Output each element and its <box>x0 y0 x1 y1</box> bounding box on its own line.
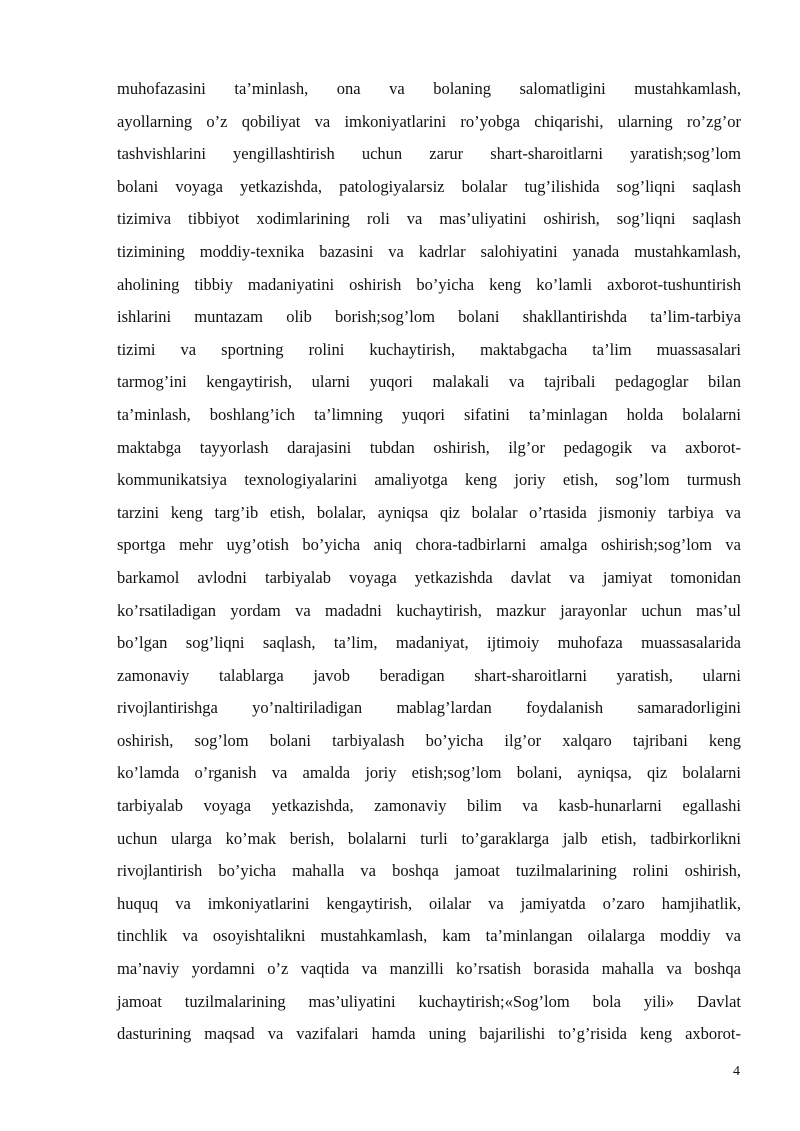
text-line: bo’lgan sog’liqni saqlash, ta’lim, madaniyat, ijtimoiy muhofaza muassasalarida <box>117 633 741 653</box>
page-number: 4 <box>733 1064 740 1079</box>
text-line: tinchlik va osoyishtalikni mustahkamlash, kam ta’minlangan oilalarga moddiy va <box>117 926 741 946</box>
text-line: tashvishlarini yengillashtirish uchun zarur shart-sharoitlarni yaratish;sog’lom <box>117 144 741 164</box>
text-line: muhofazasini ta’minlash, ona va bolaning salomatligini mustahkamlash, <box>117 79 741 98</box>
text-line: jamoat tuzilmalarining mas’uliyatini kuchaytirish;«Sog’lom bola yili» Davlat <box>117 991 741 1011</box>
text-line: oshirish, sog’lom bolani tarbiyalash bo’yicha ilg’or xalqaro tajribani keng <box>117 730 741 750</box>
text-line: sportga mehr uyg’otish bo’yicha aniq chora-tadbirlarni amalga oshirish;sog’lom va <box>117 535 741 555</box>
text-line: tizimining moddiy-texnika bazasini va kadrlar salohiyatini yanada mustahkamlash, <box>117 241 741 261</box>
text-line: barkamol avlodni tarbiyalab voyaga yetkazishda davlat va jamiyat tomonidan <box>117 567 741 587</box>
text-line: dasturining maqsad va vazifalari hamda uning bajarilishi to’g’risida keng axborot- <box>117 1024 741 1044</box>
text-line: tizimiva tibbiyot xodimlarining roli va mas’uliyatini oshirish, sog’liqni saqlash <box>117 209 741 229</box>
text-line: zamonaviy talablarga javob beradigan shart-sharoitlarni yaratish, ularni <box>117 665 741 685</box>
text-line: kommunikatsiya texnologiyalarini amaliyotga keng joriy etish, sog’lom turmush <box>117 470 741 490</box>
text-line: rivojlantirishga yo’naltiriladigan mablag’lardan foydalanish samaradorligini <box>117 698 741 718</box>
text-line: tarzini keng targ’ib etish, bolalar, ayniqsa qiz bolalar o’rtasida jismoniy tarbiya va <box>117 502 741 522</box>
text-line: huquq va imkoniyatlarini kengaytirish, oilalar va jamiyatda o’zaro hamjihatlik, <box>117 893 741 913</box>
text-line: ayollarning o’z qobiliyat va imkoniyatlarini ro’yobga chiqarishi, ularning ro’zg’or <box>117 111 741 131</box>
text-line: rivojlantirish bo’yicha mahalla va boshqa jamoat tuzilmalarining rolini oshirish, <box>117 861 741 881</box>
text-line: tarmog’ini kengaytirish, ularni yuqori malakali va tajribali pedagoglar bilan <box>117 372 741 392</box>
text-line: ko’lamda o’rganish va amalda joriy etish;sog’lom bolani, ayniqsa, qiz bolalarni <box>117 763 741 783</box>
body-paragraph <box>117 73 741 1051</box>
text-line: aholining tibbiy madaniyatini oshirish bo’yicha keng ko’lamli axborot-tushuntirish <box>117 274 741 294</box>
text-line: uchun ularga ko’mak berish, bolalarni turli to’garaklarga jalb etish, tadbirkorlikni <box>117 828 741 848</box>
text-line: ko’rsatiladigan yordam va madadni kuchaytirish, mazkur jarayonlar uchun mas’ul <box>117 600 741 620</box>
text-line: bolani voyaga yetkazishda, patologiyalarsiz bolalar tug’ilishida sog’liqni saqlash <box>117 176 741 196</box>
text-line: tarbiyalab voyaga yetkazishda, zamonaviy bilim va kasb-hunarlarni egallashi <box>117 796 741 816</box>
text-line: maktabga tayyorlash darajasini tubdan oshirish, ilg’or pedagogik va axborot- <box>117 437 741 457</box>
text-line: tizimi va sportning rolini kuchaytirish, maktabgacha ta’lim muassasalari <box>117 339 741 359</box>
text-line: ma’naviy yordamni o’z vaqtida va manzilli ko’rsatish borasida mahalla va boshqa <box>117 959 741 979</box>
text-line: ta’minlash, boshlang’ich ta’limning yuqori sifatini ta’minlagan holda bolalarni <box>117 404 741 424</box>
text-line: ishlarini muntazam olib borish;sog’lom bolani shakllantirishda ta’lim-tarbiya <box>117 307 741 327</box>
